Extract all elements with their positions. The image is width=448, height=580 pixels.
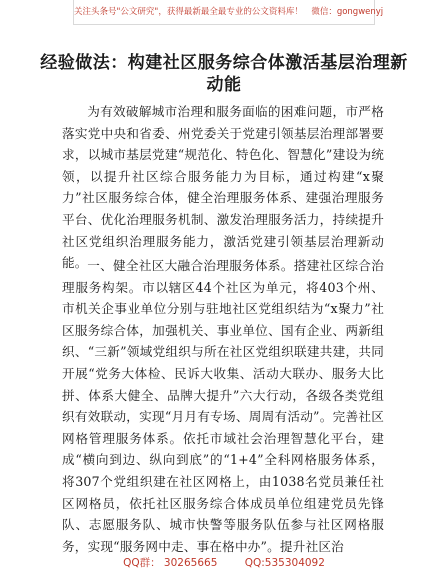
header-banner: [73, 0, 384, 25]
footer-contact: [0, 555, 448, 570]
paragraph-intro: 为有效破解城市治理和服务面临的困难问题，市严格落实党中央和省委、州党委关于党建引领基层治理部署要求，以城市基层党建“规范化、特色化、智慧化”建设为统领，以提升社区综合服务能力为目标，通过构建“x聚力”社区服务综合体，健全治理服务体系、建强治理服务平台、优化治理服务机制、激发治理服务活力，持续提升社区党组织治理服务能力，激活党建引领基层治理新动能。: [62, 104, 384, 271]
footer-qq: QQ:535304092: [244, 557, 325, 569]
document-title: 经验做法：构建社区服务综合体激活基层治理新动能: [40, 53, 408, 95]
banner-text: 关注头条号"公文研究"，获得最新最全最专业的公文资料库！ 微信：gongwenyj: [74, 7, 384, 17]
paragraph-section-1: 一、健全社区大融合治理服务体系。搭建社区综合治理服务构架。市以辖区44个社区为单元，将403个州、市机关企事业单位分别与驻地社区党组织结为“x聚力”社区服务综合体，加强机关、事业单位、国有企业、两新组织、“三新”领域党组织与所在社区党组织联建共建，共同开展“党务大体检、民诉大收集、活动大联办、服务大比拼、体系大健全、品牌大提升”六大行动，各级各类党组织有效联动，实现“月月有专场、周周有活动”。完善社区网格管理服务体系。依托市域社会治理智慧化平台，建成“横向到边、纵向到底”的“1+4”全科网格服务体系，将307个党组织建在社区网格上，由1038名党员兼任社区网格员，依托社区服务综合体成员单位组建党员先锋队、志愿服务队、城市快警等服务队伍参与社区网格服务，实现“服务网中走、事在格中办”。提升社区治: [62, 258, 384, 554]
footer-qq-group: QQ群： 30265665: [123, 557, 218, 569]
